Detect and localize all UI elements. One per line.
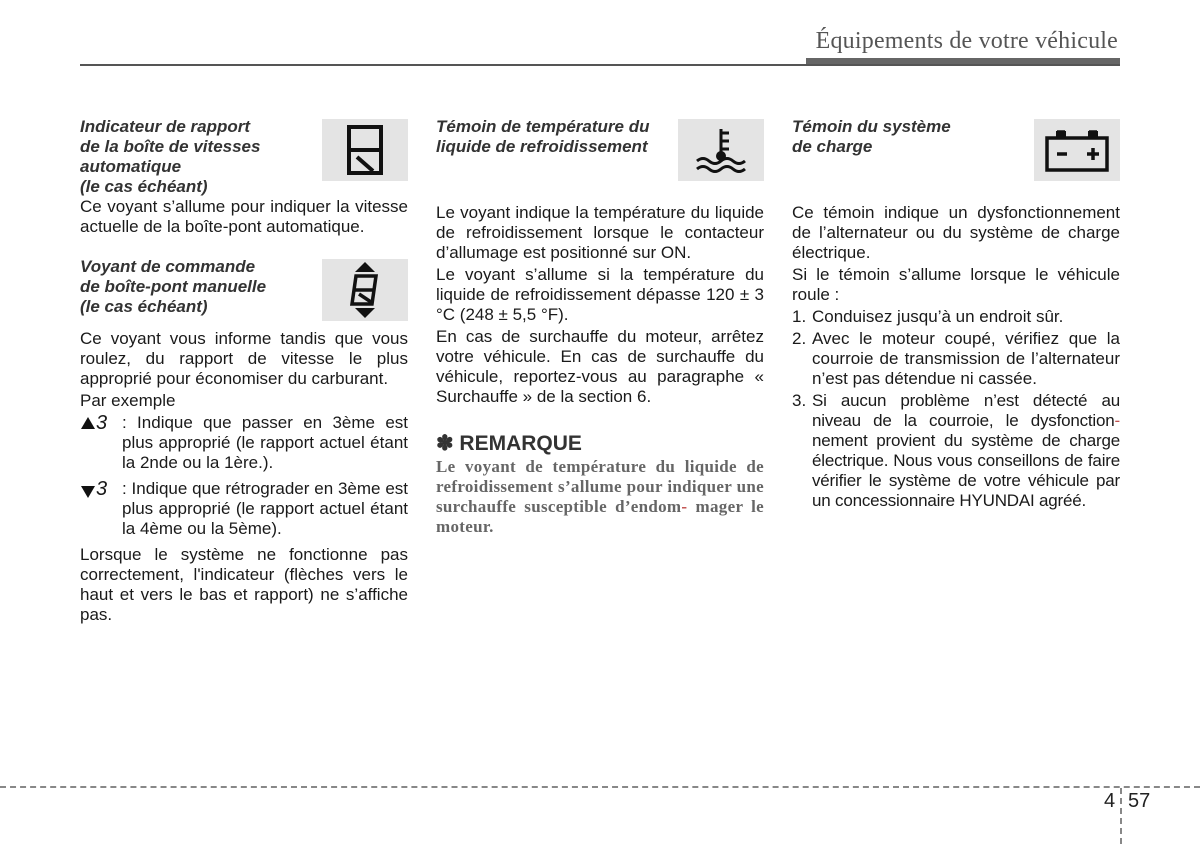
gear-indicator-icon [322, 119, 408, 181]
footer-divider [1120, 788, 1122, 844]
coolant-description-1: Le voyant indique la température du liquide de refroidissement lorsque le contacteur d’allumage est positionné sur ON. [436, 203, 764, 262]
column-left [80, 117, 408, 625]
shift-down-text: : Indique que rétrograder en 3ème est plus approprié (le rapport actuel étant la 4ème ou la 5ème). [122, 479, 408, 538]
battery-charge-icon [1034, 119, 1120, 181]
page-number: 57 [1128, 790, 1151, 812]
column-right [792, 117, 1120, 511]
shift-up-row [80, 413, 408, 473]
list-item: 1. Conduisez jusqu’à un endroit sûr. [792, 307, 1064, 326]
shift-up-symbol: 3 [80, 413, 122, 433]
list-item: 3. Si aucun problème n’est détecté au niveau de la courroie, le dysfonction- nement provient du système de charge électrique. Nous vous conseillons de faire vérifier le système de votre véhicule par un concessionnaire HYUNDAI agréé. [792, 391, 1120, 510]
shift-down-symbol: 3 [80, 479, 122, 499]
remark-body: Le voyant de température du liquide de refroidissement s’allume pour indiquer une surchauffe susceptible d’endom- mager le moteur. [436, 457, 764, 536]
arrow-down-icon [80, 485, 96, 499]
section-title: Indicateur de rapport de la boîte de vitesses automatique (le cas échéant) [80, 117, 261, 196]
page-header-title: Équipements de votre véhicule [815, 28, 1118, 54]
section-title: Témoin du système de charge [792, 117, 951, 156]
column-middle [436, 117, 764, 537]
coolant-temperature-icon [678, 119, 764, 181]
shift-indicator-icon [322, 259, 408, 321]
arrow-up-icon [80, 416, 96, 430]
section-charge-head [792, 117, 1120, 203]
section-title: Témoin de température du liquide de refroidissement [436, 117, 650, 156]
coolant-description-2: Le voyant s’allume si la température du liquide de refroidissement dépasse 120 ± 3 °C (248 ± 5,5 °F). [436, 265, 764, 324]
example-label: Par exemple [80, 391, 176, 410]
remark-title: ✽ REMARQUE [436, 432, 582, 455]
section-coolant-head [436, 117, 764, 203]
malfunction-note: Lorsque le système ne fonctionne pas correctement, l'indicateur (flèches vers le haut et vers le bas et rapport) ne s’affiche pas. [80, 545, 408, 624]
charge-steps-list [792, 307, 1120, 511]
footer-rule [0, 786, 1200, 788]
coolant-description-3: En cas de surchauffe du moteur, arrêtez votre véhicule. En cas de surchauffe du véhicule, reportez-vous au paragraphe « Surchauffe » de la section 6. [436, 327, 764, 406]
section-title: Voyant de commande de boîte-pont manuelle (le cas échéant) [80, 257, 267, 316]
charge-description-2: Si le témoin s’allume lorsque le véhicule roule : [792, 265, 1120, 304]
shift-up-text: : Indique que passer en 3ème est plus approprié (le rapport actuel étant la 2nde ou la 1ère.). [122, 413, 408, 472]
header-rule [80, 64, 1120, 66]
shift-indicator-description: Ce voyant vous informe tandis que vous roulez, du rapport de vitesse le plus approprié pour économiser du carburant. [80, 329, 408, 388]
shift-down-row [80, 479, 408, 539]
gear-indicator-description: Ce voyant s’allume pour indiquer la vitesse actuelle de la boîte-pont automatique. [80, 197, 408, 236]
section-number: 4 [1104, 790, 1116, 812]
section-gear-indicator-head [80, 117, 408, 197]
charge-description-1: Ce témoin indique un dysfonctionnement de l’alternateur ou du système de charge électrique. [792, 203, 1120, 262]
list-item: 2. Avec le moteur coupé, vérifiez que la courroie de transmission de l’alternateur n’est pas détendue ni cassée. [792, 329, 1120, 388]
section-shift-indicator-head [80, 257, 408, 329]
